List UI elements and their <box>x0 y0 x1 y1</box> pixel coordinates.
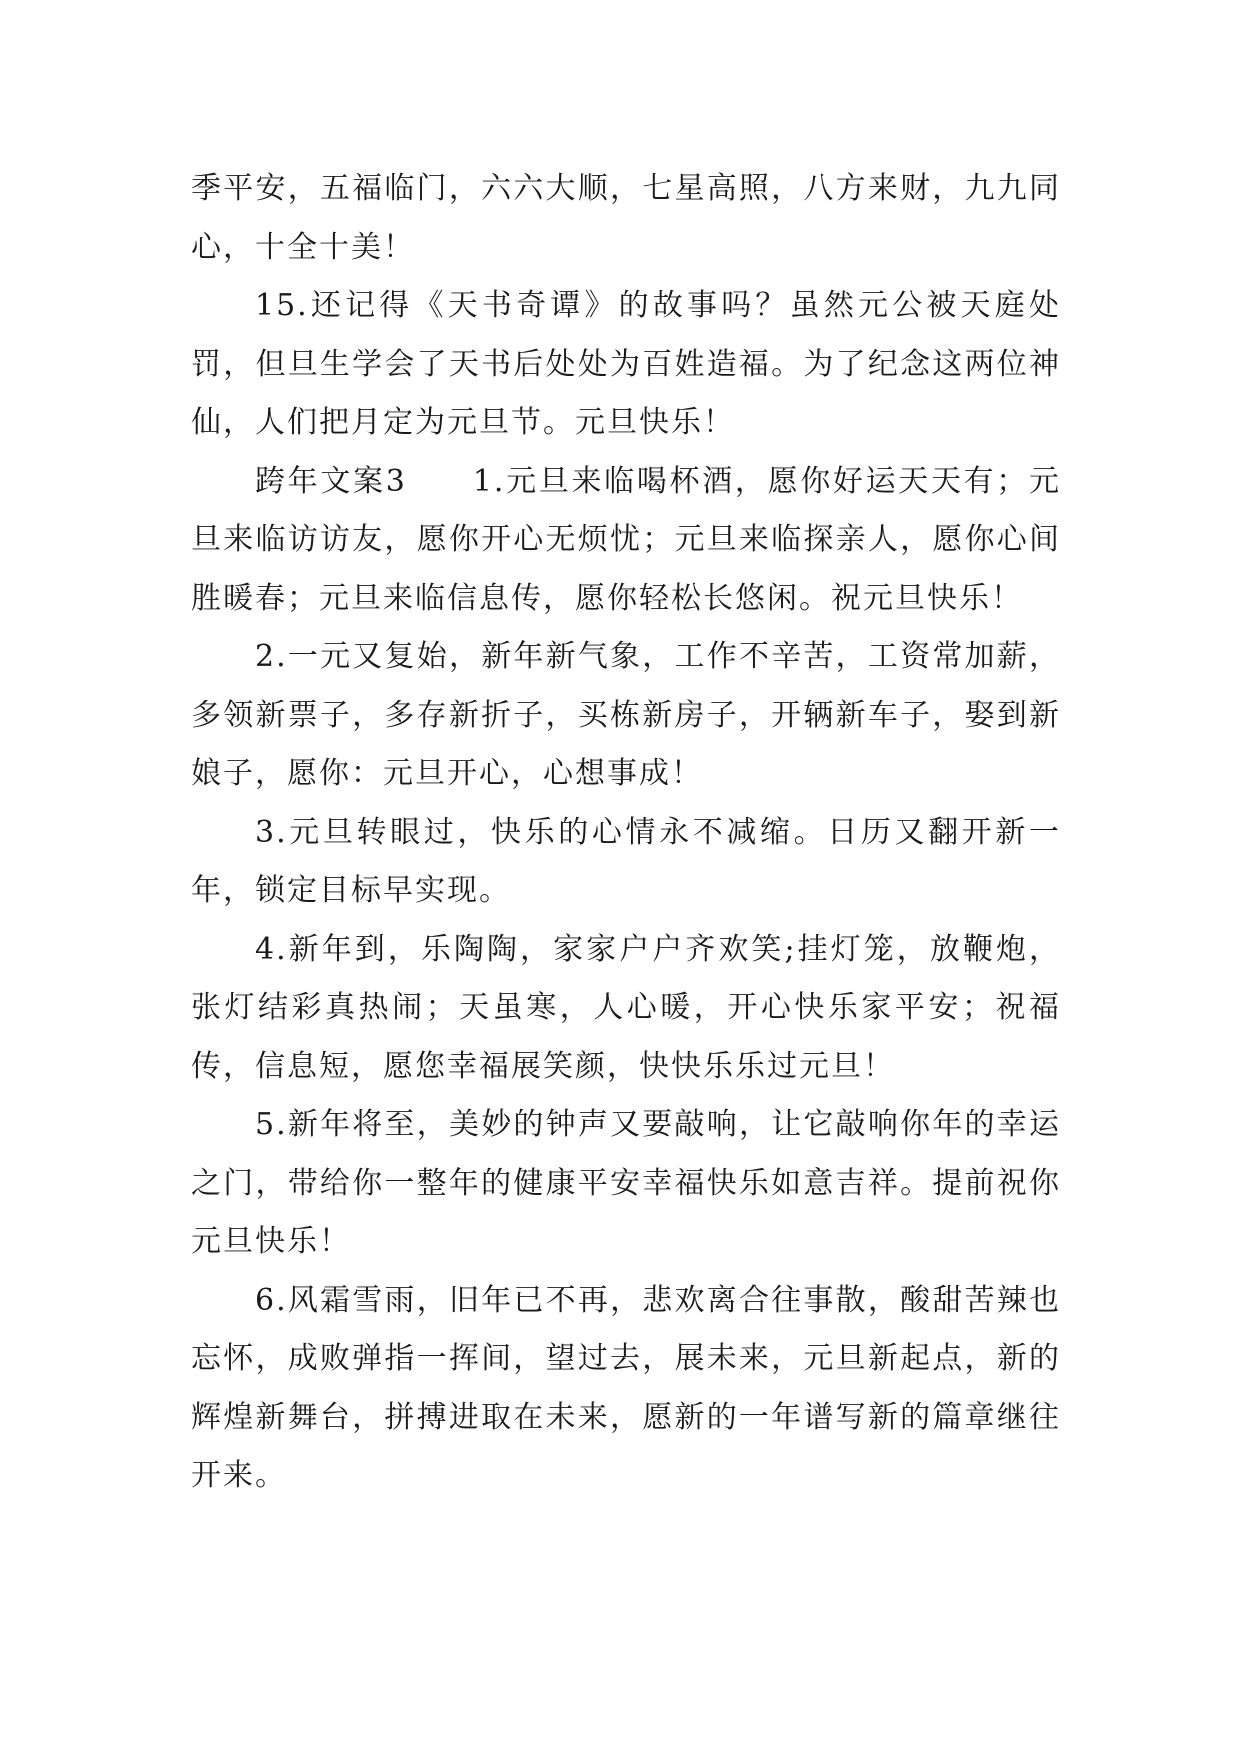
paragraph-item-2: 2.一元又复始，新年新气象，工作不辛苦，工资常加薪，多领新票子，多存新折子，买栋新房子，开辆新车子，娶到新娘子，愿你：元旦开心，心想事成！ <box>191 639 1061 791</box>
paragraph-item-3: 3.元旦转眼过，快乐的心情永不减缩。日历又翻开新一年，锁定目标早实现。 <box>191 814 1061 908</box>
paragraph-item-5: 5.新年将至，美妙的钟声又要敲响，让它敲响你年的幸运之门，带给你一整年的健康平安幸福快乐如意吉祥。提前祝你元旦快乐！ <box>191 1107 1061 1259</box>
paragraph-item-6: 6.风霜雪雨，旧年已不再，悲欢离合往事散，酸甜苦辣也忘怀，成败弹指一挥间，望过去，展未来，元旦新起点，新的辉煌新舞台，拼搏进取在未来，愿新的一年谱写新的篇章继往开来。 <box>191 1282 1061 1493</box>
paragraph-item-4: 4.新年到，乐陶陶，家家户户齐欢笑;挂灯笼，放鞭炮，张灯结彩真热闹；天虽寒，人心暖，开心快乐家平安；祝福传，信息短，愿您幸福展笑颜，快快乐乐过元旦！ <box>191 931 1061 1084</box>
document-body <box>191 160 1061 1506</box>
paragraph-item-15: 15.还记得《天书奇谭》的故事吗？虽然元公被天庭处罚，但旦生学会了天书后处处为百姓造福。为了纪念这两位神仙，人们把月定为元旦节。元旦快乐！ <box>191 288 1061 440</box>
paragraph-section-3-item-1: 跨年文案3 1.元旦来临喝杯酒，愿你好运天天有；元旦来临访访友，愿你开心无烦忧；元旦来临探亲人，愿你心间胜暖春；元旦来临信息传，愿你轻松长悠闲。祝元旦快乐！ <box>191 463 1061 616</box>
paragraph-continued: 季平安，五福临门，六六大顺，七星高照，八方来财，九九同心，十全十美！ <box>191 171 1061 265</box>
